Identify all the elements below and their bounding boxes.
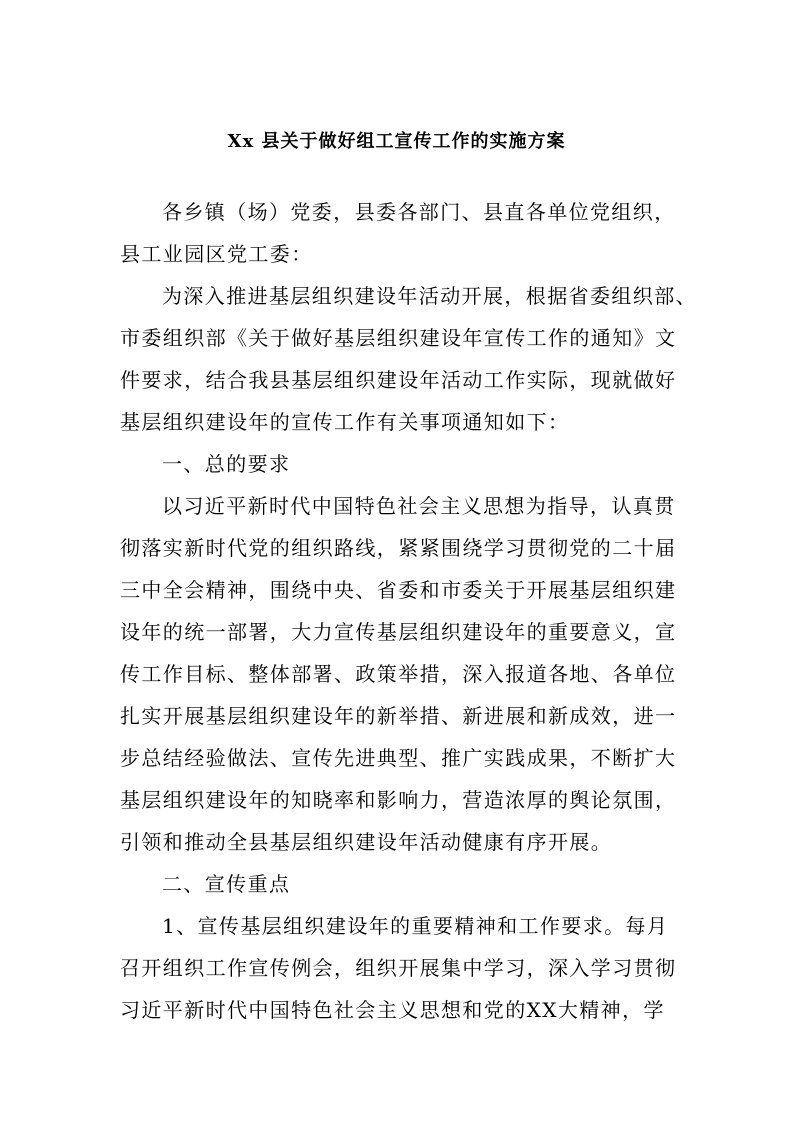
- paragraph-line: 基层组织建设年的知晓率和影响力，营造浓厚的舆论氛围，: [120, 788, 677, 812]
- paragraph-line: 件要求，结合我县基层组织建设年活动工作实际，现就做好: [120, 368, 677, 392]
- paragraph-line: 设年的统一部署，大力宣传基层组织建设年的重要意义，宣: [120, 620, 677, 644]
- paragraph-line: 习近平新时代中国特色社会主义思想和党的XX大精神，学: [120, 998, 665, 1022]
- document-title: Xx 县关于做好组工宣传工作的实施方案: [227, 131, 566, 152]
- paragraph-line: 召开组织工作宣传例会，组织开展集中学习，深入学习贯彻: [120, 956, 677, 980]
- paragraph-line: 1、宣传基层组织建设年的重要精神和工作要求。每月: [162, 914, 669, 938]
- paragraph-line: 步总结经验做法、宣传先进典型、推广实践成果，不断扩大: [120, 746, 677, 770]
- paragraph-line: 为深入推进基层组织建设年活动开展，根据省委组织部、: [162, 284, 697, 308]
- section-heading-1: 一、总的要求: [162, 452, 291, 476]
- paragraph-line: 彻落实新时代党的组织路线，紧紧围绕学习贯彻党的二十届: [120, 536, 677, 560]
- paragraph-line: 市委组织部《关于做好基层组织建设年宣传工作的通知》文: [120, 326, 677, 350]
- section-heading-2: 二、宣传重点: [162, 872, 291, 896]
- salutation-line-1: 各乡镇（场）党委，县委各部门、县直各单位党组织，: [162, 200, 676, 224]
- paragraph-line: 传工作目标、整体部署、政策举措，深入报道各地、各单位: [120, 662, 677, 686]
- paragraph-line: 引领和推动全县基层组织建设年活动健康有序开展。: [120, 830, 613, 854]
- salutation-line-2: 县工业园区党工委：: [120, 242, 313, 266]
- paragraph-line: 扎实开展基层组织建设年的新举措、新进展和新成效，进一: [120, 704, 677, 728]
- paragraph-line: 三中全会精神，围绕中央、省委和市委关于开展基层组织建: [120, 578, 677, 602]
- paragraph-line: 基层组织建设年的宣传工作有关事项通知如下：: [120, 410, 570, 434]
- paragraph-line: 以习近平新时代中国特色社会主义思想为指导，认真贯: [162, 494, 676, 518]
